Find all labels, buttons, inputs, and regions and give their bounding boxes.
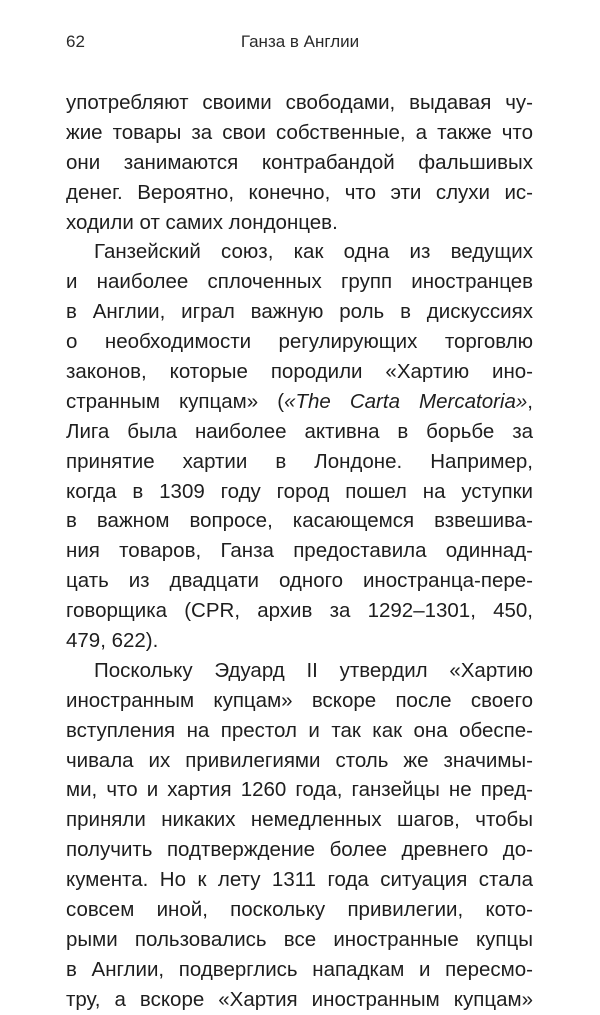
- text-line: законов, которые породили «Хартию ино-: [66, 360, 533, 384]
- text-line: они занимаются контрабандой фальшивых: [66, 150, 533, 174]
- paragraph-2: [66, 237, 533, 655]
- text-line: кумента. Но к лету 1311 года ситуация стала: [66, 868, 533, 892]
- text-line: ния товаров, Ганза предоставила одиннад-: [66, 539, 533, 563]
- text-line: ходили от самих лондонцев.: [66, 210, 338, 234]
- text-line: цать из двадцати одного иностранца-пере-: [66, 569, 533, 593]
- text-line: денег. Вероятно, конечно, что эти слухи ис-: [66, 180, 533, 204]
- text-line: принятие хартии в Лондоне. Например,: [66, 449, 533, 473]
- paragraph-3: [66, 656, 533, 1015]
- text-line: 479, 622).: [66, 629, 159, 653]
- text-line: Ганзейский союз, как одна из ведущих: [94, 240, 533, 264]
- text-line: о необходимости регулирующих торговлю: [66, 330, 533, 354]
- text-line: Поскольку Эдуард II утвердил «Хартию: [94, 658, 533, 682]
- text-line: тру, а вскоре «Хартия иностранным купцам»: [66, 987, 533, 1011]
- text-line: в важном вопросе, касающемся взвешива-: [66, 509, 533, 533]
- body-text: [66, 88, 533, 1015]
- text-line: в Англии, подверглись нападкам и пересмо-: [66, 957, 533, 981]
- text-line: употребляют своими свободами, выдавая чу-: [66, 91, 533, 114]
- text-segment: странным купцам» (: [66, 389, 285, 413]
- text-line: Лига была наиболее активна в борьбе за: [66, 419, 533, 443]
- text-line: и наиболее сплоченных групп иностранцев: [66, 270, 533, 294]
- text-line: в Англии, играл важную роль в дискуссиях: [66, 300, 533, 324]
- running-title: Ганза в Англии: [240, 32, 360, 51]
- text-line: когда в 1309 году город пошел на уступки: [66, 479, 533, 503]
- page-number: 62: [66, 32, 85, 51]
- text-line: получить подтверждение более древнего до-: [66, 838, 533, 862]
- paragraph-1: [66, 88, 533, 237]
- text-line: чивала их привилегиями столь же значимы-: [66, 748, 533, 772]
- text-line: ми, что и хартия 1260 года, ганзейцы не пред-: [66, 778, 533, 802]
- text-line: жие товары за свои собственные, а также что: [66, 120, 533, 144]
- text-line: совсем иной, поскольку привилегии, кото-: [66, 898, 533, 922]
- text-line: вступления на престол и так как она обеспе-: [66, 718, 533, 742]
- text-line: иностранным купцам» вскоре после своего: [66, 688, 533, 712]
- text-line: говорщика (CPR, архив за 1292–1301, 450,: [66, 599, 533, 623]
- text-line: [66, 387, 533, 417]
- text-line: приняли никаких немедленных шагов, чтобы: [66, 808, 533, 832]
- italic-title: «The Carta Mercatoria»: [284, 389, 528, 413]
- text-segment: ,: [527, 389, 533, 413]
- text-line: рыми пользовались все иностранные купцы: [66, 927, 533, 951]
